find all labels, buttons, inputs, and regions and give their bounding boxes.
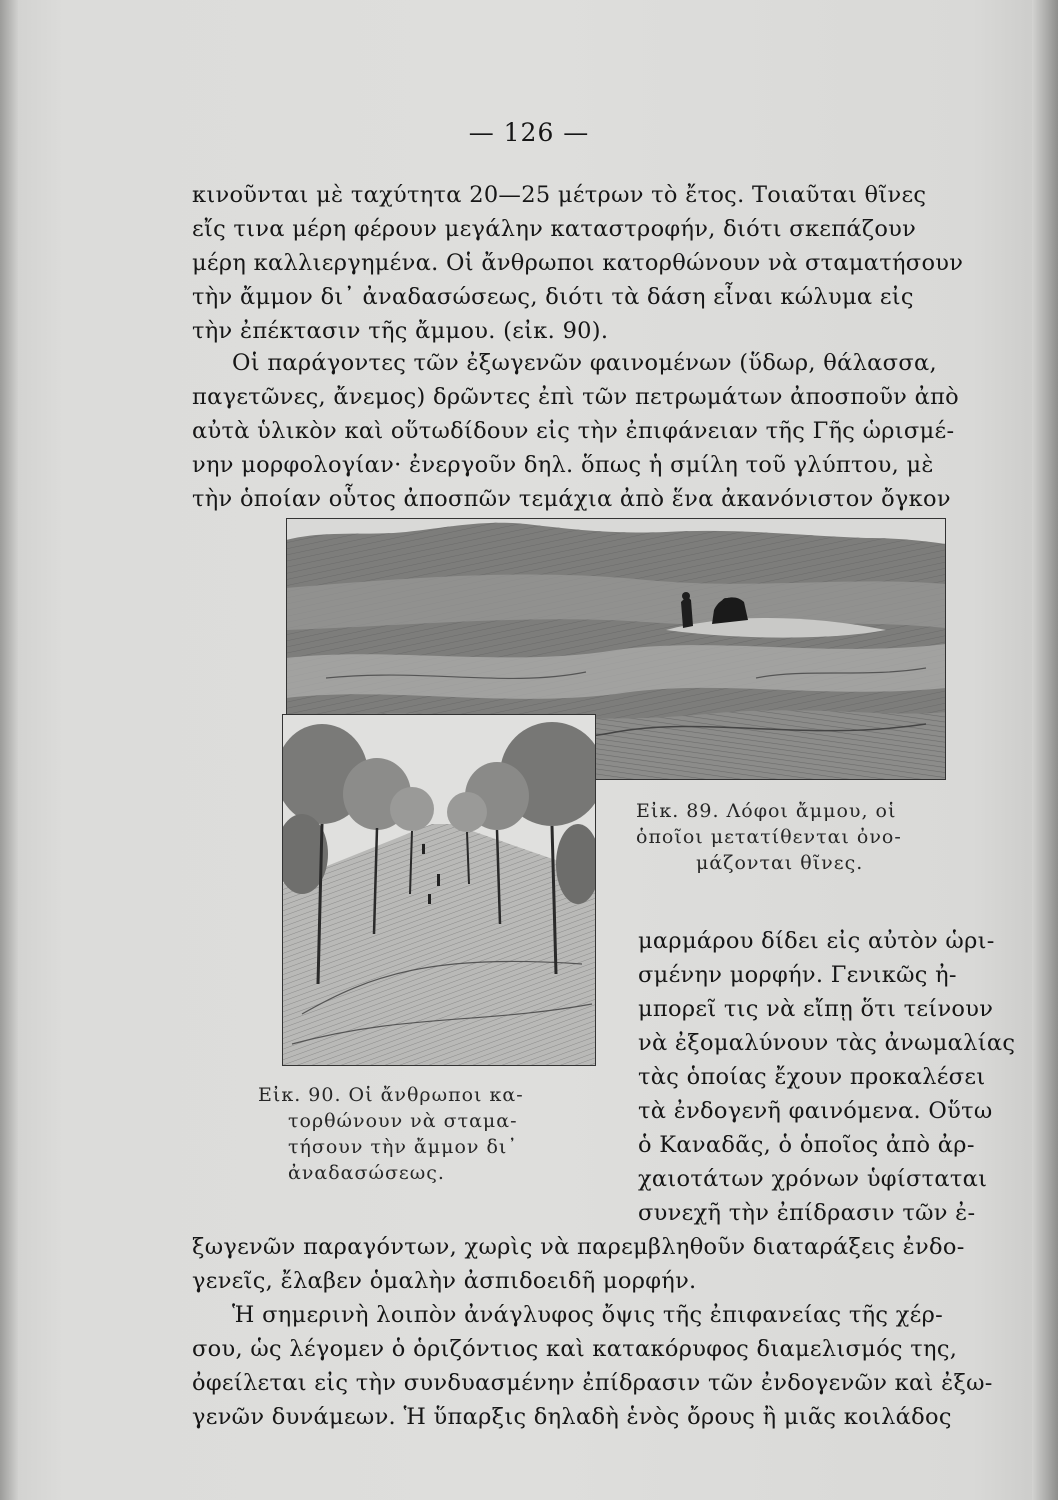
- text-line: τὴν ἄμμον δι᾽ ἀναδασώσεως, διότι τὰ δάση εἶναι κώλυμα εἰς: [192, 284, 914, 310]
- text-line: νὰ ἐξομαλύνουν τὰς ἀνωμαλίας: [638, 1030, 1016, 1056]
- text-line: αὐτὰ ὑλικὸν καὶ οὕτωδίδουν εἰς τὴν ἐπιφάνειαν τῆς Γῆς ὡρισμέ-: [192, 418, 955, 444]
- text-line: νην μορφολογίαν· ἐνεργοῦν δηλ. ὅπως ἡ σμίλη τοῦ γλύπτου, μὲ: [192, 452, 934, 478]
- text-line: ξωγενῶν παραγόντων, χωρὶς νὰ παρεμβληθοῦν διαταράξεις ἐνδο-: [192, 1234, 965, 1260]
- figure-89-caption-line: ὁποῖοι μετατίθενται ὀνο-: [636, 826, 902, 848]
- text-line-indent: Ἡ σημερινὴ λοιπὸν ἀνάγλυφος ὄψις τῆς ἐπιφανείας τῆς χέρ-: [232, 1302, 944, 1328]
- text-line: ὀφείλεται εἰς τὴν συνδυασμένην ἐπίδρασιν τῶν ἐνδογενῶν καὶ ἐξω-: [192, 1370, 993, 1396]
- text-line: σμένην μορφήν. Γενικῶς ἠ-: [638, 962, 957, 988]
- text-line: γενεῖς, ἔλαβεν ὁμαλὴν ἀσπιδοειδῆ μορφήν.: [192, 1268, 697, 1294]
- page-right-edge: [1032, 0, 1058, 1500]
- text-line: παγετῶνες, ἄνεμος) δρῶντες ἐπὶ τῶν πετρωμάτων ἀποσποῦν ἀπὸ: [192, 384, 960, 410]
- text-line: μπορεῖ τις νὰ εἴπῃ ὅτι τείνουν: [638, 996, 994, 1022]
- text-line: τὰς ὁποίας ἔχουν προκαλέσει: [638, 1064, 986, 1090]
- text-line: χαιοτάτων χρόνων ὑφίσταται: [638, 1166, 988, 1192]
- text-line: τὴν ἐπέκτασιν τῆς ἄμμου. (εἰκ. 90).: [192, 318, 609, 344]
- figure-90-caption-line: τήσουν τὴν ἄμμον δι᾽: [288, 1136, 518, 1158]
- figure-90-reforestation: [282, 714, 596, 1066]
- text-line: κινοῦνται μὲ ταχύτητα 20—25 μέτρων τὸ ἔτος. Τοιαῦται θῖνες: [192, 182, 927, 208]
- figure-90-caption-line: τορθώνουν νὰ σταμα-: [288, 1110, 518, 1132]
- text-line: τὴν ὁποίαν οὗτος ἀποσπῶν τεμάχια ἀπὸ ἕνα ἀκανόνιστον ὄγκον: [192, 486, 951, 512]
- figure-90-caption-line: ἀναδασώσεως.: [288, 1162, 445, 1184]
- figure-89-caption-line: Εἰκ. 89. Λόφοι ἄμμου, οἱ: [636, 800, 897, 822]
- text-line: ὁ Καναδᾶς, ὁ ὁποῖος ἀπὸ ἀρ-: [638, 1132, 975, 1158]
- figure-89-caption-line: μάζονται θῖνες.: [696, 852, 864, 874]
- text-line: σου, ὡς λέγομεν ὁ ὁριζόντιος καὶ κατακόρυφος διαμελισμός της,: [192, 1336, 958, 1362]
- page-number: — 126 —: [468, 118, 590, 147]
- text-line: μαρμάρου δίδει εἰς αὐτὸν ὡρι-: [638, 928, 995, 954]
- text-line: τὰ ἐνδογενῆ φαινόμενα. Οὕτω: [638, 1098, 993, 1124]
- figure-90-caption-line: Εἰκ. 90. Οἱ ἄνθρωποι κα-: [258, 1084, 524, 1106]
- page-left-edge: [0, 0, 18, 1500]
- text-line-indent: Οἱ παράγοντες τῶν ἐξωγενῶν φαινομένων (ὕδωρ, θάλασσα,: [232, 350, 937, 376]
- text-line: εἴς τινα μέρη φέρουν μεγάλην καταστροφήν, διότι σκεπάζουν: [192, 216, 917, 242]
- text-line: μέρη καλλιεργημένα. Οἱ ἄνθρωποι κατορθώνουν νὰ σταματήσουν: [192, 250, 964, 276]
- text-line: γενῶν δυνάμεων. Ἡ ὕπαρξις δηλαδὴ ἑνὸς ὄρους ἢ μιᾶς κοιλάδος: [192, 1404, 952, 1430]
- text-line: συνεχῆ τὴν ἐπίδρασιν τῶν ἐ-: [638, 1200, 976, 1226]
